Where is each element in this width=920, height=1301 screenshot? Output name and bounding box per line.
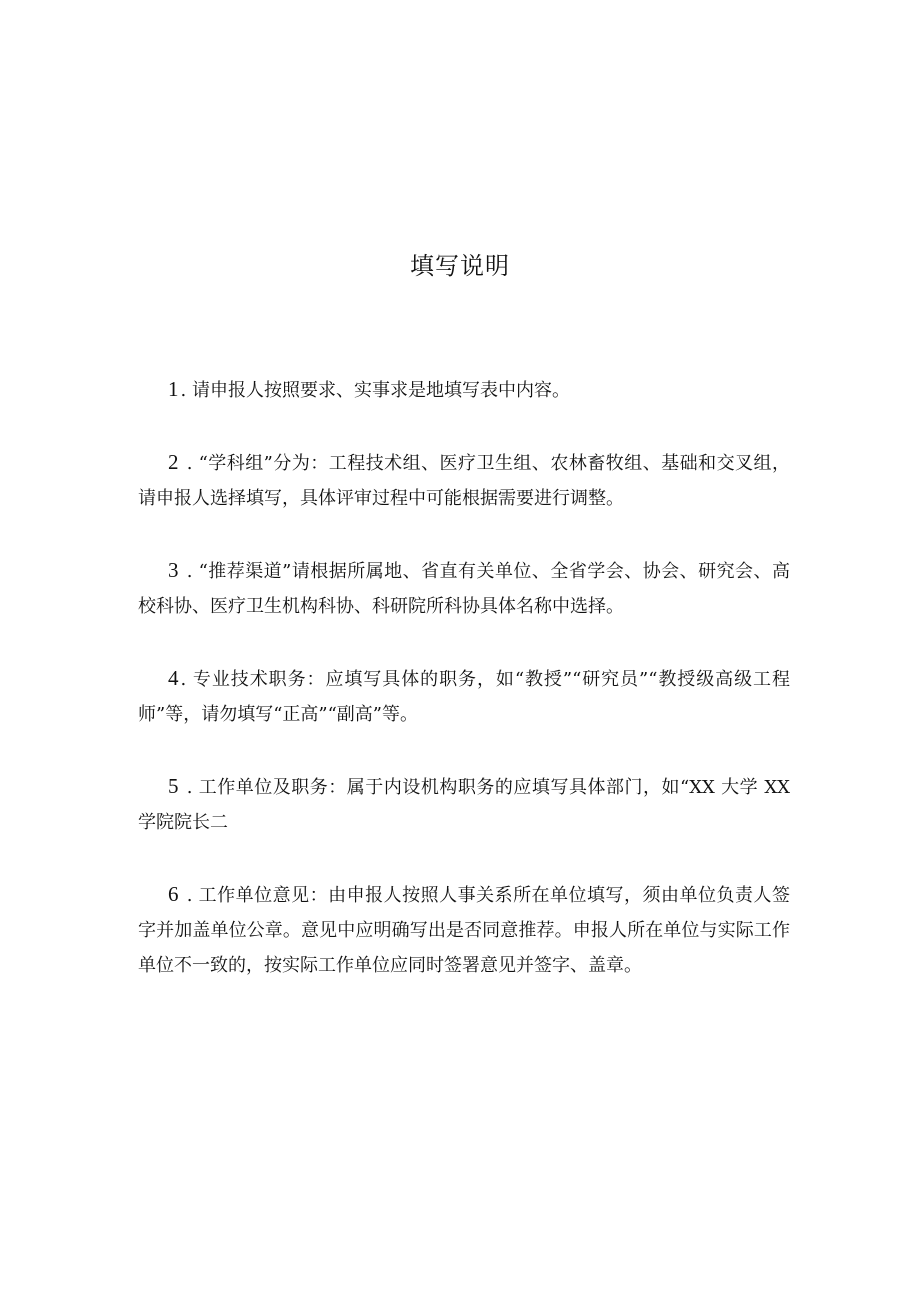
item-text: . 工作单位及职务：属于内设机构职务的应填写具体部门，如“XX 大学 XX 学院院长二 [138, 777, 790, 833]
item-text: . 专业技术职务：应填写具体的职务，如“教授”“研究员”“教授级高级工程师”等，请勿填写“正高”“副高”等。 [138, 669, 790, 725]
instruction-item-4 [138, 661, 790, 732]
instruction-item-3 [138, 553, 790, 624]
item-number: 1 [168, 377, 179, 401]
item-text: . “学科组”分为：工程技术组、医疗卫生组、农林畜牧组、基础和交叉组，请申报人选择填写，具体评审过程中可能根据需要进行调整。 [138, 453, 790, 509]
item-number: 3 [168, 558, 179, 582]
item-number: 4 [168, 666, 179, 690]
item-number: 6 [168, 882, 179, 906]
item-text: . 请申报人按照要求、实事求是地填写表中内容。 [180, 380, 570, 401]
item-number: 5 [168, 774, 179, 798]
item-number: 2 [168, 450, 179, 474]
item-text: . “推荐渠道”请根据所属地、省直有关单位、全省学会、协会、研究会、高校科协、医疗卫生机构科协、科研院所科协具体名称中选择。 [138, 561, 790, 617]
instruction-item-6 [138, 877, 790, 983]
item-text: . 工作单位意见：由申报人按照人事关系所在单位填写，须由单位负责人签字并加盖单位公章。意见中应明确写出是否同意推荐。申报人所在单位与实际工作单位不一致的，按实际工作单位应同时签署意见并签字、盖章。 [138, 885, 790, 976]
page-title: 填写说明 [410, 252, 510, 280]
instruction-item-2 [138, 445, 790, 516]
instruction-item-5 [138, 769, 790, 840]
instructions-list [138, 372, 790, 1020]
instruction-item-1 [138, 372, 790, 408]
